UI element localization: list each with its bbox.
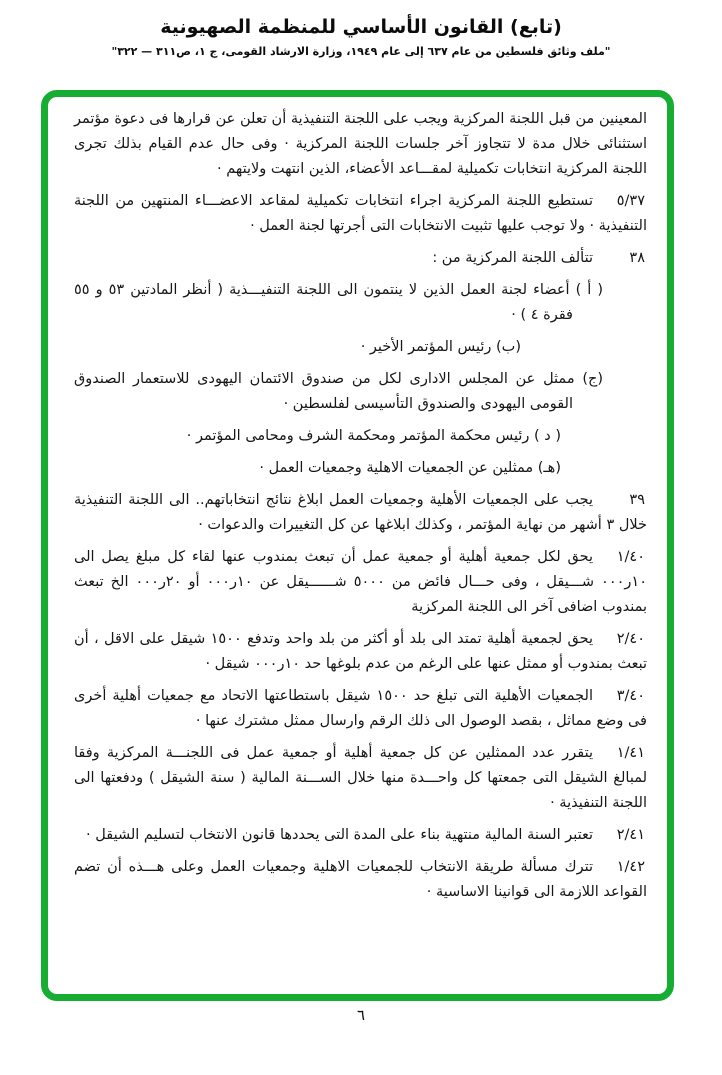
- clause-text: المعينين من قبل اللجنة المركزية ويجب على اللجنة التنفيذية أن تعلن عن قرارها فى دعوة مؤتمر استثنائى خلال مدة لا تتجاوز آخر جلسات اللجنة المركزية · وفى حال عدم القيام بذلك تجرى اللجنة المركزية انتخابات تكميلية لمقـــاعد الأعضاء، الذين انتهت ولايتهم ·: [74, 111, 647, 177]
- clause-number: ٣٩: [629, 492, 645, 508]
- clause-text: يحق لكل جمعية أهلية أو جمعية عمل أن تبعث بمندوب عنها لقاء كل مبلغ يصل الى ١٠ر٠٠٠ شـــيقل ، وفى حـــال فائض من ٥٠٠٠ شــــــيقل عن ١٠ر٠٠٠ أو ٢٠ر٠٠٠ الخ تبعث بمندوب اضافى آخر الى اللجنة المركزية: [74, 549, 647, 615]
- clause-number: ١/٤٢: [616, 859, 645, 875]
- clause-number: ٢/٤١: [616, 827, 645, 843]
- clause-number: ١/٤١: [616, 745, 645, 761]
- clause-row: [74, 246, 647, 271]
- clause-row: [74, 855, 647, 905]
- document-subtitle: "ملف وثائق فلسطين من عام ٦٣٧ إلى عام ١٩٤٩، وزارة الارشاد القومى، ج ١، ص٣١١ — ٣٢٢": [111, 45, 611, 58]
- clause-row: [74, 741, 647, 816]
- clause-text: تتألف اللجنة المركزية من :: [432, 250, 593, 266]
- clause-row: [74, 684, 647, 734]
- document-header: [0, 0, 722, 58]
- clause-row: [74, 823, 647, 848]
- clause-text: تستطيع اللجنة المركزية اجراء انتخابات تكميلية لمقاعد الاعضـــاء المنتهين من اللجنة التنفيذية · ولا توجب عليها تثبيت الانتخابات التى أجرتها لجنة العمل ·: [74, 193, 647, 234]
- clause-text: ( أ ) أعضاء لجنة العمل الذين لا ينتمون الى اللجنة التنفيـــذية ( أنظر المادتين ٥٣ و ٥٥ فقرة ٤ ) ·: [74, 282, 603, 323]
- document-title: (تابع) القانون الأساسي للمنظمة الصهيونية: [160, 16, 562, 38]
- clause-text: يحق لجمعية أهلية تمتد الى بلد أو أكثر من بلد واحد وتدفع ١٥٠٠ شيقل على الاقل ، أن تبعث بمندوب أو ممثل عنها على الرغم من عدم بلوغها حد ١٠ر٠٠٠ شيقل ·: [74, 631, 647, 672]
- clause-row: [74, 107, 647, 182]
- clause-row: [74, 488, 647, 538]
- content-frame: [41, 90, 674, 1001]
- clause-row: [74, 278, 603, 328]
- clause-text: تعتبر السنة المالية منتهية بناء على المدة التى يحددها قانون الانتخاب لتسليم الشيقل ·: [86, 827, 593, 843]
- clause-row: [74, 189, 647, 239]
- clause-number: ٣٨: [629, 250, 645, 266]
- clause-row: [74, 456, 561, 481]
- clause-text: (ب) رئيس المؤتمر الأخير ·: [360, 339, 521, 355]
- clause-text: الجمعيات الأهلية التى تبلغ حد ١٥٠٠ شيقل باستطاعتها الاتحاد مع جمعيات أهلية أخرى فى وضع مماثل ، بقصد الوصول الى ذلك الرقم وارسال ممثل مشترك عنها ·: [74, 688, 647, 729]
- clause-number: ٢/٤٠: [616, 631, 645, 647]
- clause-row: [74, 367, 603, 417]
- clause-number: ١/٤٠: [616, 549, 645, 565]
- clause-row: [74, 335, 521, 360]
- clause-text: (هـ) ممثلين عن الجمعيات الاهلية وجمعيات العمل ·: [259, 460, 561, 476]
- clause-text: (ج) ممثل عن المجلس الادارى لكل من صندوق الائتمان اليهودى للاستعمار الصندوق القومى اليهودى والصندوق التأسيسى لفلسطين ·: [74, 371, 603, 412]
- clause-number: ٥/٣٧: [616, 193, 645, 209]
- clause-row: [74, 627, 647, 677]
- clause-list: [48, 97, 667, 905]
- clause-text: يجب على الجمعيات الأهلية وجمعيات العمل ابلاغ نتائج انتخاباتهم.. الى اللجنة التنفيذية خلال ٣ أشهر من نهاية المؤتمر ، وكذلك ابلاغها عن كل التغييرات والدعوات ·: [74, 492, 647, 533]
- clause-text: تترك مسألة طريقة الانتخاب للجمعيات الاهلية وجمعيات العمل وعلى هـــذه أن تضم القواعد اللازمة الى قوانينا الاساسية ·: [74, 859, 647, 900]
- clause-row: [74, 545, 647, 620]
- page-number: ٦: [356, 1006, 366, 1024]
- clause-text: يتقرر عدد الممثلين عن كل جمعية أهلية أو جمعية عمل فى اللجنـــة المركزية وفقا لمبالغ الشيقل التى جمعتها كل واحـــدة منها خلال الســـنة المالية ( سنة الشيقل ) ودفعتها الى اللجنة التنفيذية ·: [74, 745, 647, 811]
- clause-number: ٣/٤٠: [616, 688, 645, 704]
- clause-row: [74, 424, 561, 449]
- clause-text: ( د ) رئيس محكمة المؤتمر ومحكمة الشرف ومحامى المؤتمر ·: [186, 428, 561, 444]
